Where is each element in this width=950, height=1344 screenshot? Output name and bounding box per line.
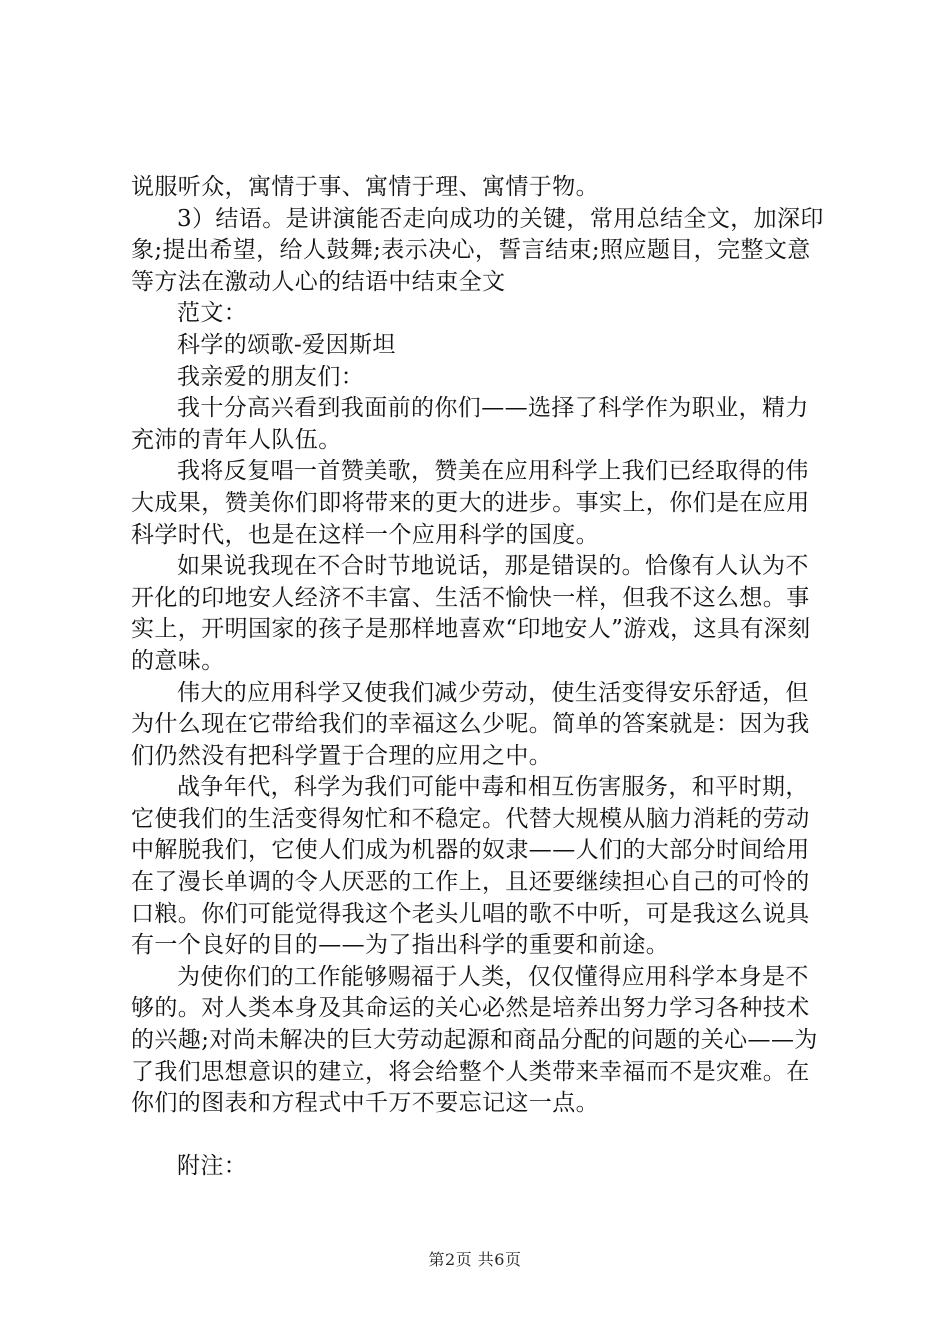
paragraph-conclusion-method: 3）结语。是讲演能否走向成功的关键，常用总结全文，加深印象;提出希望，给人鼓舞;表示决心，誓言结束;照应题目，完整文意等方法在激动人心的结语中结束全文 <box>131 205 824 295</box>
paragraph-speech-4: 伟大的应用科学又使我们减少劳动，使生活变得安乐舒适，但为什么现在它带给我们的幸福这么少呢。简单的答案就是：因为我们仍然没有把科学置于合理的应用之中。 <box>131 679 810 769</box>
paragraph-salutation: 我亲爱的朋友们： <box>177 363 365 390</box>
paragraph-speech-5: 战争年代，科学为我们可能中毒和相互伤害服务，和平时期，它使我们的生活变得匆忙和不稳定。代替大规模从脑力消耗的劳动中解脱我们，它使人们成为机器的奴隶——人们的大部分时间给用在了漫长单调的令人厌恶的工作上，且还要继续担心自己的可怜的口粮。你们可能觉得我这个老头儿唱的歌不中听，可是我这么说具有一个良好的目的——为了指出科学的重要和前途。 <box>131 774 810 959</box>
paragraph-speech-title: 科学的颂歌-爱因斯坦 <box>177 331 396 358</box>
paragraph-speech-2: 我将反复唱一首赞美歌，赞美在应用科学上我们已经取得的伟大成果，赞美你们即将带来的更大的进步。事实上，你们是在应用科学时代，也是在这样一个应用科学的国度。 <box>131 458 810 548</box>
paragraph-speech-1: 我十分高兴看到我面前的你们——选择了科学作为职业，精力充沛的青年人队伍。 <box>131 395 809 453</box>
page-number-footer: 第2页 共6页 <box>428 1250 522 1269</box>
paragraph-example-label: 范文： <box>177 300 248 327</box>
paragraph-continuation: 说服听众，寓情于事、寓情于理、寓情于物。 <box>131 174 599 200</box>
paragraph-speech-3: 如果说我现在不合时节地说话，那是错误的。恰像有人认为不开化的印地安人经济不丰富、生活不愉快一样，但我不这么想。事实上，开明国家的孩子是那样地喜欢“印地安人”游戏，这具有深刻的意味。 <box>131 553 811 674</box>
paragraph-gap <box>131 1120 831 1152</box>
document-body <box>131 172 831 1183</box>
paragraph-speech-6: 为使你们的工作能够赐福于人类，仅仅懂得应用科学本身是不够的。对人类本身及其命运的关心必然是培养出努力学习各种技术的兴趣;对尚未解决的巨大劳动起源和商品分配的问题的关心——为了我们思想意识的建立，将会给整个人类带来幸福而不是灾难。在你们的图表和方程式中千万不要忘记这一点。 <box>131 963 818 1117</box>
paragraph-note-label: 附注： <box>177 1153 248 1180</box>
